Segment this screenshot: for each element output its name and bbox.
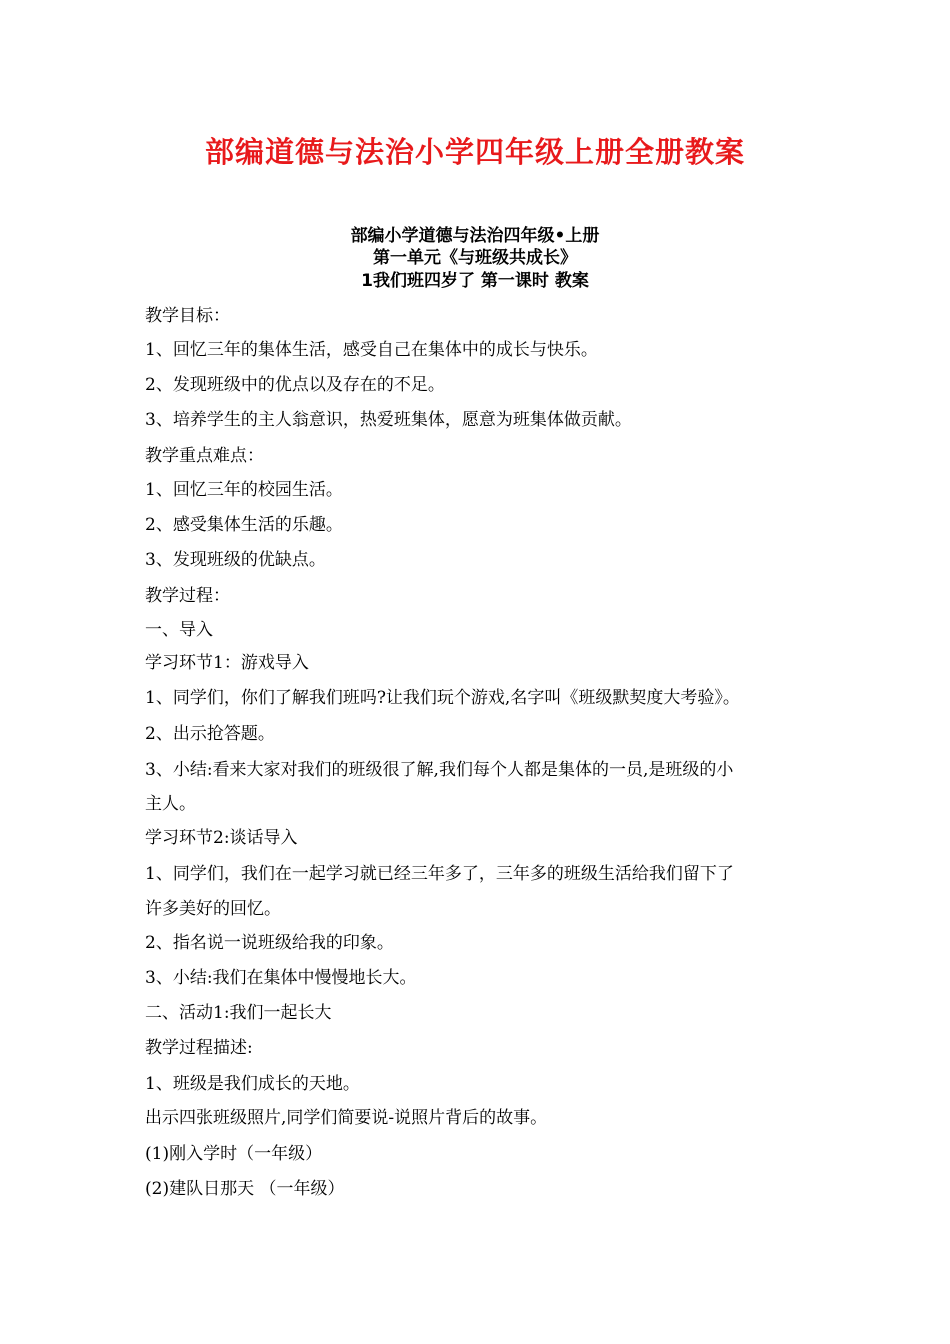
text-line: 学习环节1：游戏导入 bbox=[145, 653, 309, 673]
text-line: 3、发现班级的优缺点。 bbox=[145, 550, 326, 570]
text-line: 1、同学们，我们在一起学习就已经三年多了，三年多的班级生活给我们留下了 bbox=[145, 864, 734, 884]
text-line: 1、班级是我们成长的天地。 bbox=[145, 1074, 360, 1094]
text-line: 主人。 bbox=[145, 794, 196, 814]
text-line: 2、感受集体生活的乐趣。 bbox=[145, 515, 343, 535]
book-subtitle: 部编小学道德与法治四年级•上册 bbox=[350, 226, 600, 246]
text-line: 3、小结:我们在集体中慢慢地长大。 bbox=[145, 968, 417, 988]
unit-subtitle: 第一单元《与班级共成长》 bbox=[373, 248, 577, 268]
text-line: 教学过程描述: bbox=[145, 1038, 253, 1058]
lesson-subtitle: 1我们班四岁了 第一课时 教案 bbox=[361, 271, 589, 291]
text-line: 教学目标： bbox=[145, 306, 230, 326]
text-line: 1、回忆三年的校园生活。 bbox=[145, 480, 343, 500]
text-line: (2)建队日那天 （一年级） bbox=[145, 1179, 345, 1199]
text-line: 1、同学们，你们了解我们班吗?让我们玩个游戏,名字叫《班级默契度大考验》。 bbox=[145, 688, 740, 708]
text-line: 3、小结:看来大家对我们的班级很了解,我们每个人都是集体的一员,是班级的小 bbox=[145, 760, 734, 780]
text-line: 2、出示抢答题。 bbox=[145, 724, 275, 744]
text-line: 学习环节2:谈话导入 bbox=[145, 828, 298, 848]
text-line: 3、培养学生的主人翁意识，热爱班集体，愿意为班集体做贡献。 bbox=[145, 410, 632, 430]
document-title: 部编道德与法治小学四年级上册全册教案 bbox=[204, 135, 745, 169]
text-line: 一、导入 bbox=[145, 620, 213, 640]
text-line: 出示四张班级照片,同学们简要说-说照片背后的故事。 bbox=[145, 1108, 548, 1128]
text-line: 教学重点难点： bbox=[145, 446, 264, 466]
text-line: 2、指名说一说班级给我的印象。 bbox=[145, 933, 394, 953]
text-line: 许多美好的回忆。 bbox=[145, 899, 281, 919]
text-line: 1、回忆三年的集体生活，感受自己在集体中的成长与快乐。 bbox=[145, 340, 598, 360]
text-line: (1)刚入学时（一年级） bbox=[145, 1144, 323, 1164]
text-line: 教学过程： bbox=[145, 586, 230, 606]
text-line: 二、活动1:我们一起长大 bbox=[145, 1003, 332, 1023]
text-line: 2、发现班级中的优点以及存在的不足。 bbox=[145, 375, 445, 395]
